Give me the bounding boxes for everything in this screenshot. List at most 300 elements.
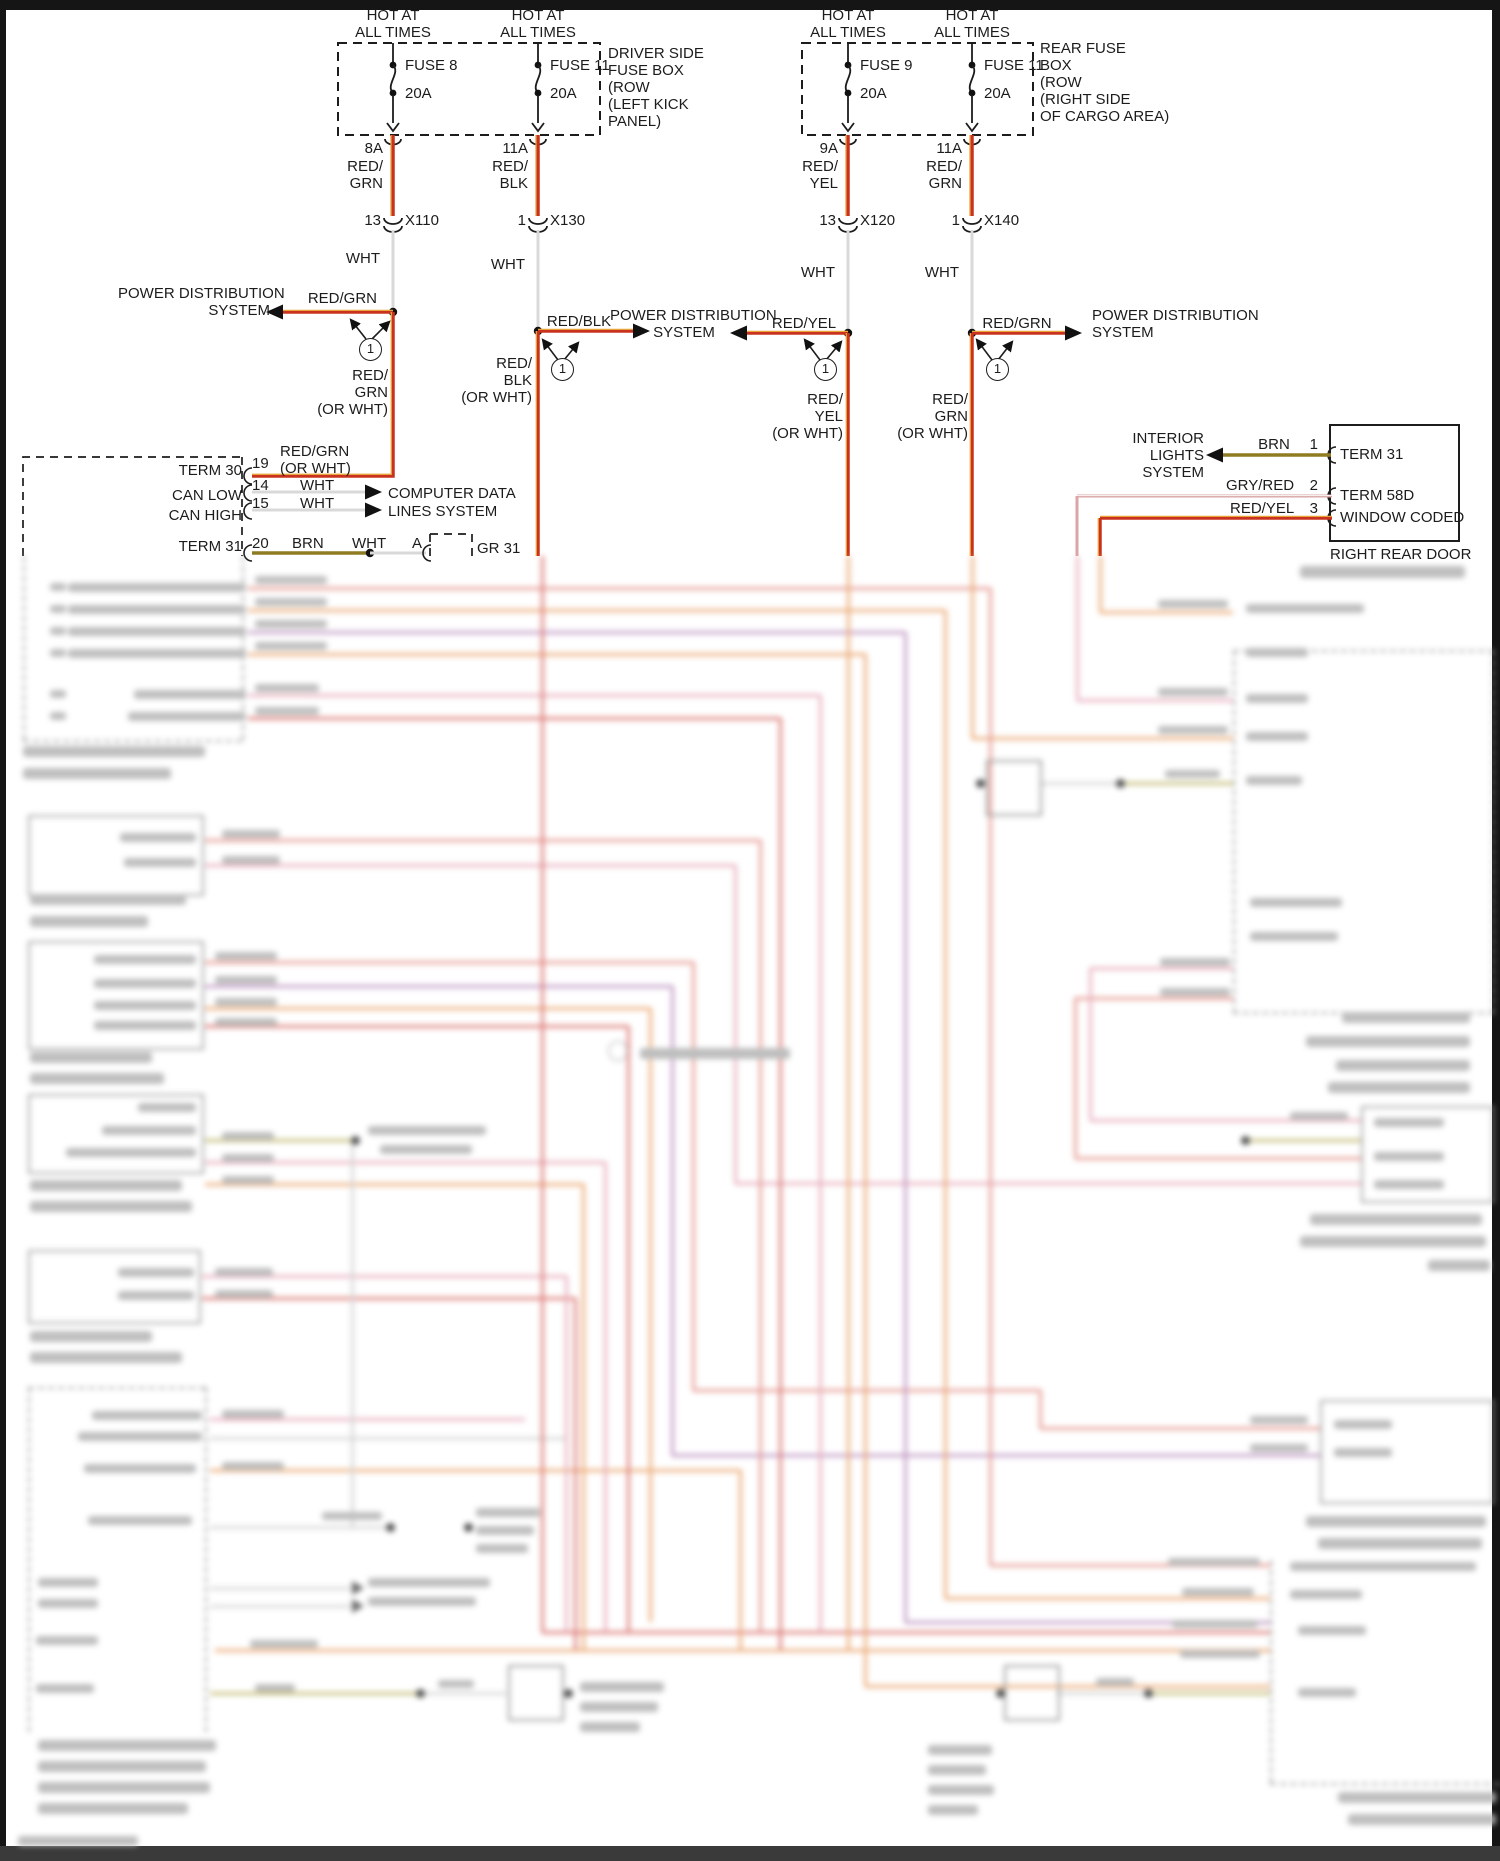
blurred-text (1158, 600, 1228, 608)
blurred-ground-symbol (508, 1665, 564, 1721)
pin-a-label: A (412, 535, 423, 552)
blurred-text (1165, 770, 1220, 778)
blurred-text (94, 955, 196, 964)
blurred-text (438, 1680, 474, 1688)
blurred-box-edge (1270, 1783, 1500, 1785)
wire-color-label: RED/ (492, 158, 528, 175)
right-rear-door-caption: RIGHT REAR DOOR (1330, 546, 1472, 563)
blurred-wire (210, 1469, 740, 1472)
blurred-text (23, 768, 171, 779)
ground-name-label: GR 31 (477, 540, 521, 557)
blurred-wire (248, 631, 905, 634)
blurred-text (1306, 1516, 1486, 1527)
blurred-text (38, 1740, 216, 1751)
blurred-text (68, 605, 246, 614)
note-1-circle: 1 (986, 358, 1009, 381)
blurred-text (1246, 732, 1308, 741)
blurred-text (255, 684, 319, 692)
driver-fuse-box-label: DRIVER SIDE FUSE BOX (ROW (LEFT KICK PANEL) (608, 45, 704, 130)
frame-bottom (0, 1846, 1500, 1861)
blurred-text (255, 642, 327, 650)
can-high-label: CAN HIGH (168, 507, 242, 524)
blurred-text (1168, 1558, 1260, 1566)
blurred-text (38, 1599, 98, 1608)
wire-color-label: RED/ (347, 158, 383, 175)
blurred-note-circle (608, 1041, 628, 1061)
blurred-text (124, 858, 196, 867)
lines-system-label: LINES SYSTEM (388, 503, 498, 520)
blurred-text (215, 998, 277, 1006)
blurred-text (118, 1291, 194, 1300)
connector-pin: 13 (819, 212, 836, 229)
blurred-wire (248, 587, 990, 590)
blurred-wire (847, 556, 850, 1650)
blurred-text (68, 649, 246, 658)
blurred-text (580, 1722, 640, 1732)
blurred-text (102, 1126, 196, 1135)
blurred-wire (735, 1182, 1361, 1185)
hot-label: HOT AT ALL TIMES (810, 7, 886, 41)
blurred-text (38, 1782, 210, 1793)
blurred-component-box (28, 1250, 201, 1324)
wht-label: WHT (924, 264, 959, 281)
blurred-component-box (28, 815, 204, 896)
blurred-text (368, 1578, 490, 1587)
amps-label: 20A (860, 85, 887, 102)
down-wire-label: YEL (814, 408, 843, 425)
blurred-text (30, 1201, 192, 1212)
blurred-wire (759, 840, 762, 1632)
blurred-text (1290, 1562, 1476, 1571)
blurred-text (222, 1154, 274, 1162)
blurred-wire (1040, 782, 1120, 785)
blurred-text (1334, 1448, 1392, 1457)
blurred-wire (1099, 556, 1102, 612)
blurred-text (38, 1803, 188, 1814)
wire-color-label: GRN (928, 175, 962, 192)
down-wire-label: (OR WHT) (897, 425, 968, 442)
blurred-text (322, 1512, 382, 1520)
blurred-text (255, 707, 319, 715)
blurred-wire (1148, 1692, 1270, 1695)
blurred-text (128, 712, 246, 721)
wire-color-label: BLK (499, 175, 528, 192)
branch-wire-label: RED/YEL (771, 315, 837, 332)
amps-label: 20A (550, 85, 577, 102)
blurred-text (1298, 1626, 1366, 1635)
down-wire-label: GRN (934, 408, 968, 425)
power-distribution-left: POWER DISTRIBUTION SYSTEM (118, 285, 285, 319)
blurred-text (30, 1180, 182, 1191)
blurred-junction-dot (996, 1689, 1005, 1698)
term31-pin-label: TERM 31 (1340, 446, 1404, 463)
circuit-label: 11A (502, 140, 528, 157)
blurred-wire (565, 1276, 568, 1632)
gryred-wire-label: GRY/RED (1226, 477, 1295, 494)
down-wire-label: (OR WHT) (317, 401, 388, 418)
blurred-arrow (352, 1599, 364, 1613)
blurred-junction-dot (1144, 1689, 1153, 1698)
blurred-text (50, 583, 66, 591)
blurred-ground-symbol (1004, 1665, 1060, 1721)
hot-label: HOT AT ALL TIMES (500, 7, 576, 41)
connector-pin: 13 (364, 212, 381, 229)
blurred-text (1246, 648, 1308, 657)
blurred-text (118, 1268, 194, 1277)
note-1-circle: 1 (551, 358, 574, 381)
blurred-wire (944, 610, 947, 1598)
blurred-junction-dot (386, 1523, 395, 1532)
blurred-arrow (352, 1581, 364, 1595)
blurred-text (94, 1021, 196, 1030)
blurred-wire (210, 1418, 525, 1421)
blurred-text (255, 1684, 295, 1692)
blurred-text (50, 649, 66, 657)
blurred-text (1290, 1112, 1348, 1120)
wire-color-label: YEL (809, 175, 838, 192)
blurred-text (38, 1761, 206, 1772)
wire-color-label: RED/ (926, 158, 962, 175)
blurred-wire (649, 1008, 652, 1622)
pin20-wire-label: BRN (292, 535, 324, 552)
blurred-text (380, 1145, 472, 1154)
circuit-label: 8A (364, 140, 383, 157)
blurred-text (215, 976, 277, 984)
down-wire-label: (OR WHT) (772, 425, 843, 442)
blurred-box-edge (23, 740, 242, 742)
blurred-text (215, 1268, 273, 1276)
term30-label: TERM 30 (178, 462, 242, 479)
blurred-text (255, 620, 327, 628)
can-low-label: CAN LOW (171, 487, 242, 504)
blurred-text (1306, 1036, 1470, 1047)
blurred-text (30, 1052, 152, 1063)
down-wire-label: (OR WHT) (461, 389, 532, 406)
blurred-wire (210, 1587, 350, 1590)
blurred-wire (205, 864, 735, 867)
blurred-text (1250, 898, 1342, 907)
branch-wire-label: RED/GRN (307, 290, 377, 307)
blurred-text (215, 952, 277, 960)
blurred-wire (739, 1470, 742, 1650)
down-wire-label: RED/ (352, 367, 388, 384)
blurred-text (92, 1411, 202, 1420)
circuit-label: 9A (819, 140, 838, 157)
fuse-label: FUSE 11 (550, 57, 610, 74)
pin19-number: 19 (252, 455, 269, 472)
blurred-text (215, 1018, 277, 1026)
blurred-text (1246, 776, 1302, 785)
blurred-text (18, 1836, 138, 1846)
down-wire-label: RED/ (932, 391, 968, 408)
pin19-wire-label: (OR WHT) (280, 460, 351, 477)
blurred-text (1374, 1152, 1444, 1161)
blurred-text (1300, 1236, 1486, 1247)
blurred-text (94, 1001, 196, 1010)
term58d-pin-label: TERM 58D (1340, 487, 1415, 504)
blurred-text (94, 979, 196, 988)
blurred-wire (1076, 556, 1079, 700)
fuse-label: FUSE 11 (984, 57, 1044, 74)
blurred-wire (1120, 782, 1233, 785)
blurred-wire (865, 1685, 1270, 1688)
blurred-junction-dot (416, 1689, 425, 1698)
blurred-text (1158, 726, 1228, 734)
blurred-junction-dot (464, 1523, 473, 1532)
blurred-wire (205, 1007, 650, 1010)
blurred-text (580, 1702, 658, 1712)
blurred-wire (604, 1162, 607, 1632)
blurred-text (1342, 1012, 1470, 1023)
blurred-text (1338, 1792, 1496, 1803)
blurred-text (1158, 688, 1228, 696)
blurred-junction-dot (351, 1136, 360, 1145)
blurred-text (1180, 1650, 1260, 1658)
blurred-wire (692, 962, 695, 1390)
amps-label: 20A (405, 85, 432, 102)
blurred-text (38, 1578, 98, 1587)
blurred-wire (420, 1692, 506, 1695)
note-1-circle: 1 (359, 338, 382, 361)
blurred-text (250, 1640, 318, 1648)
wire-color-label: GRN (349, 175, 383, 192)
blurred-text (30, 1352, 182, 1363)
blurred-box-edge (28, 1387, 205, 1389)
hot-label: HOT AT ALL TIMES (934, 7, 1010, 41)
blurred-wire (1074, 998, 1077, 1158)
blurred-text (476, 1526, 534, 1535)
blurred-text (928, 1765, 986, 1775)
blurred-text (1336, 1060, 1470, 1071)
blurred-wire (205, 839, 760, 842)
blurred-text (50, 605, 66, 613)
blurred-text (580, 1682, 664, 1692)
blurred-wire (1075, 1157, 1361, 1160)
blurred-wire (989, 588, 992, 1565)
connector-pin: 1 (951, 212, 960, 229)
blurred-wire (541, 556, 544, 1632)
blurred-wire (574, 1298, 577, 1650)
blurred-text (476, 1508, 540, 1517)
blurred-text (138, 1103, 196, 1112)
blurred-text (78, 1432, 202, 1441)
branch-wire-label: RED/GRN (982, 315, 1052, 332)
blurred-text (30, 1331, 152, 1342)
term31-label: TERM 31 (178, 538, 242, 555)
blurred-text (1160, 988, 1230, 996)
blurred-wire (351, 1140, 354, 1527)
blurred-text (1250, 932, 1338, 941)
blurred-text (36, 1684, 94, 1693)
pin14-wire-label: WHT (300, 477, 335, 494)
blurred-text (1096, 1678, 1134, 1686)
blurred-wire (864, 654, 867, 1686)
blurred-wire (215, 1649, 1270, 1652)
blurred-box-edge (23, 556, 25, 740)
blurred-text (368, 1597, 476, 1606)
blurred-text (1374, 1118, 1444, 1127)
amps-label: 20A (984, 85, 1011, 102)
blurred-wire (734, 865, 737, 1183)
pin19-wire-label: RED/GRN (280, 443, 350, 460)
down-wire-label: BLK (503, 372, 532, 389)
blurred-text (1334, 1420, 1392, 1429)
blurred-text (222, 1176, 274, 1184)
blurred-wire (248, 717, 780, 720)
blurred-text (134, 690, 246, 699)
blurred-text (1328, 1082, 1470, 1093)
blurred-text (120, 833, 196, 842)
blurred-wire (819, 695, 822, 1632)
blurred-component-box (1233, 650, 1494, 1014)
blurred-text (68, 627, 246, 636)
window-coded-pin-label: WINDOW CODED (1340, 509, 1465, 526)
wht-label: WHT (800, 264, 835, 281)
blurred-diagram-region (0, 556, 1500, 1846)
pin14-number: 14 (252, 477, 269, 494)
blurred-text (1160, 958, 1230, 966)
blurred-wire (1056, 1692, 1148, 1695)
pin15-wire-label: WHT (300, 495, 335, 512)
blurred-text (36, 1636, 98, 1645)
blurred-text (88, 1516, 192, 1525)
connector-name: X130 (550, 212, 586, 229)
blurred-text (928, 1805, 978, 1815)
blurred-text (1250, 1444, 1308, 1452)
blurred-text (1310, 1214, 1482, 1225)
power-distribution-right: POWER DISTRIBUTION SYSTEM (1092, 307, 1259, 341)
blurred-wire (210, 1692, 420, 1695)
blurred-text (50, 712, 66, 720)
blurred-text (928, 1745, 992, 1755)
blurred-wire (210, 1437, 566, 1440)
blurred-text (1250, 1416, 1308, 1424)
blurred-text (1348, 1814, 1496, 1825)
blurred-wire (1039, 1390, 1042, 1428)
blurred-text (1182, 1588, 1254, 1596)
branch-wire-label: RED/BLK (546, 313, 612, 330)
blurred-wire (248, 653, 865, 656)
blurred-box-edge (1270, 1560, 1272, 1783)
blurred-wire (582, 1184, 585, 1650)
connector-name: X140 (984, 212, 1020, 229)
blurred-wire (1077, 699, 1233, 702)
blurred-box-edge (28, 1387, 30, 1732)
pin20-number: 20 (252, 535, 269, 552)
blurred-text (66, 1148, 196, 1157)
computer-data-label: COMPUTER DATA (388, 485, 516, 502)
blurred-text (255, 598, 327, 606)
pin15-number: 15 (252, 495, 269, 512)
blurred-wire (210, 1605, 350, 1608)
hot-label: HOT AT ALL TIMES (355, 7, 431, 41)
fuse-label: FUSE 8 (405, 57, 458, 74)
connector-name: X120 (860, 212, 896, 229)
rear-fuse-box-label: REAR FUSE BOX (ROW (RIGHT SIDE OF CARGO AREA) (1040, 40, 1170, 125)
blurred-text (1374, 1180, 1444, 1189)
blurred-text (50, 690, 66, 698)
blurred-text (222, 1132, 274, 1140)
blurred-text (222, 856, 280, 864)
blurred-wire (627, 1026, 630, 1632)
blurred-text (476, 1544, 528, 1553)
blurred-text (30, 894, 186, 905)
blurred-text (84, 1464, 196, 1473)
blurred-wire (971, 556, 974, 738)
redyel-wire-label: RED/YEL (1230, 500, 1295, 517)
blurred-text (640, 1048, 790, 1059)
blurred-text (255, 576, 327, 584)
blurred-wire (1090, 967, 1233, 970)
down-wire-label: GRN (354, 384, 388, 401)
wht-label: WHT (345, 250, 380, 267)
blurred-text (215, 1290, 273, 1298)
blurred-text (50, 627, 66, 635)
blurred-wire (248, 609, 945, 612)
ground-wire-label: WHT (352, 535, 387, 552)
blurred-wire (779, 718, 782, 1650)
blurred-junction-dot (976, 779, 985, 788)
blurred-wire (542, 1631, 1270, 1634)
blurred-wire (205, 961, 693, 964)
wht-label: WHT (490, 256, 525, 273)
blurred-text (23, 746, 205, 757)
blurred-text (222, 1462, 284, 1470)
brn-wire-label: BRN (1258, 436, 1290, 453)
fuse-label: FUSE 9 (860, 57, 913, 74)
blurred-text (1298, 1688, 1356, 1697)
blurred-text (1300, 566, 1465, 578)
blurred-wire (210, 1526, 390, 1529)
blurred-text (1246, 694, 1308, 703)
blurred-text (30, 916, 148, 927)
blurred-junction-dot (564, 1689, 573, 1698)
blurred-text (30, 1073, 164, 1084)
blurred-wire (672, 1454, 1320, 1457)
wire-color-label: RED/ (802, 158, 838, 175)
blurred-text (1246, 604, 1364, 613)
blurred-box-edge (205, 1387, 207, 1732)
blurred-text (222, 830, 280, 838)
down-wire-label: RED/ (807, 391, 843, 408)
connector-pin: 1 (517, 212, 526, 229)
blurred-text (222, 1410, 284, 1418)
blurred-wire (1245, 1139, 1361, 1142)
note-1-circle: 1 (814, 358, 837, 381)
blurred-text (1428, 1260, 1490, 1271)
blurred-text (68, 583, 246, 592)
circuit-label: 11A (936, 140, 962, 157)
connector-name: X110 (405, 212, 439, 229)
blurred-text (1290, 1590, 1362, 1599)
power-distribution-center: POWER DISTRIBUTION SYSTEM (610, 307, 777, 341)
blurred-ground-symbol (986, 760, 1042, 816)
blurred-wire (1040, 1427, 1320, 1430)
blurred-text (368, 1126, 486, 1135)
blurred-wire (945, 1597, 1270, 1600)
blurred-wire (1075, 997, 1233, 1000)
blurred-wire (972, 737, 1233, 740)
blurred-wire (1089, 968, 1092, 1120)
blurred-wire (904, 632, 907, 1622)
pin1-number: 1 (1309, 436, 1318, 453)
blurred-junction-dot (1241, 1136, 1250, 1145)
blurred-wire (205, 985, 672, 988)
interior-lights-label: INTERIOR LIGHTS SYSTEM (1132, 430, 1204, 481)
down-wire-label: RED/ (496, 355, 532, 372)
pin3-number: 3 (1309, 500, 1318, 517)
blurred-wire (248, 694, 820, 697)
